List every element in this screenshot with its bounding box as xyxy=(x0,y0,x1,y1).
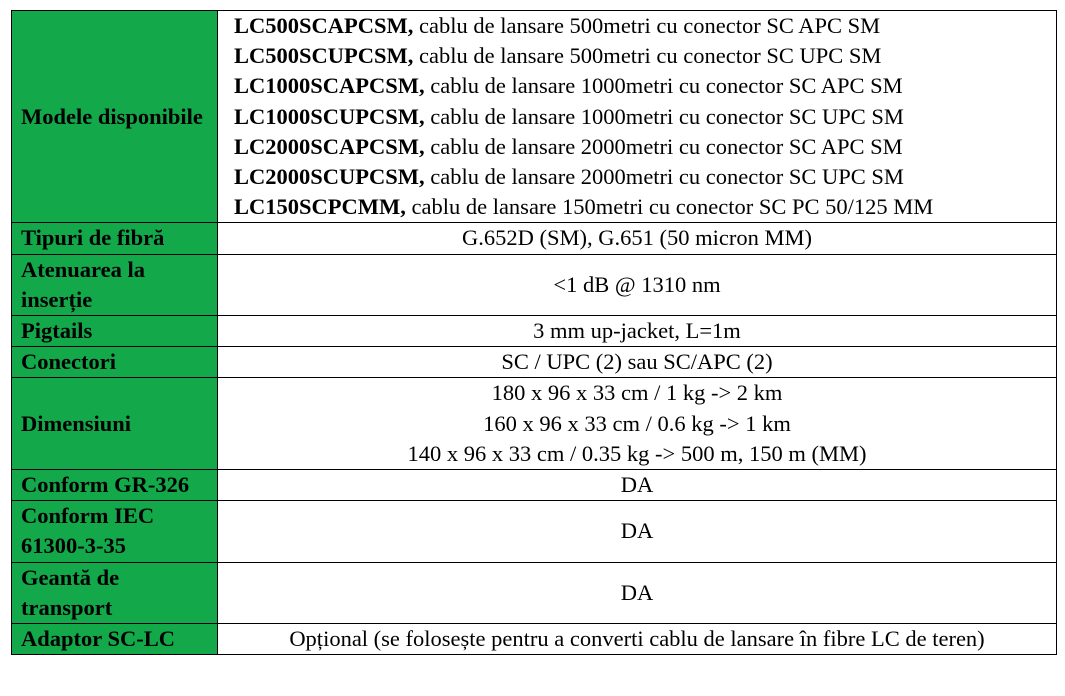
value-line: <1 dB @ 1310 nm xyxy=(553,271,721,297)
model-desc: cablu de lansare 1000metri cu conector SC APC SM xyxy=(424,73,903,99)
table-row xyxy=(12,316,1057,347)
value-line: DA xyxy=(620,518,654,544)
row-value xyxy=(218,347,1057,378)
value-line: 3 mm up-jacket, L=1m xyxy=(533,318,741,344)
row-label: Geantă de transport xyxy=(12,562,218,623)
model-line xyxy=(234,102,1050,132)
row-label: Atenuarea la inserție xyxy=(12,254,218,315)
model-line xyxy=(234,132,1050,162)
model-code: LC2000SCUPCSM, xyxy=(234,164,425,190)
row-value xyxy=(218,562,1057,623)
row-label: Conform GR-326 xyxy=(12,470,218,501)
model-code: LC2000SCAPCSM, xyxy=(234,133,425,159)
table-row xyxy=(12,624,1057,655)
model-desc: cablu de lansare 2000metri cu conector SC APC SM xyxy=(424,133,903,159)
model-desc: cablu de lansare 150metri cu conector SC PC 50/125 MM xyxy=(405,194,934,220)
row-value xyxy=(218,254,1057,315)
model-desc: cablu de lansare 500metri cu conector SC APC SM xyxy=(413,13,881,38)
model-code: LC1000SCAPCSM, xyxy=(234,73,425,99)
row-label: Modele disponibile xyxy=(12,11,218,223)
table-row xyxy=(12,223,1057,254)
row-label: Dimensiuni xyxy=(12,378,218,470)
table-row xyxy=(12,254,1057,315)
value-line: SC / UPC (2) sau SC/APC (2) xyxy=(501,349,773,375)
value-line: 160 x 96 x 33 cm / 0.6 kg -> 1 km xyxy=(483,410,791,436)
model-desc: cablu de lansare 500metri cu conector SC UPC SM xyxy=(413,43,882,69)
row-label: Pigtails xyxy=(12,316,218,347)
models-cell xyxy=(218,11,1057,223)
table-row xyxy=(12,11,1057,223)
table-row xyxy=(12,378,1057,470)
value-line: DA xyxy=(620,579,654,605)
value-line: DA xyxy=(620,472,654,498)
table-row xyxy=(12,501,1057,562)
table-row xyxy=(12,470,1057,501)
row-value xyxy=(218,501,1057,562)
row-value xyxy=(218,470,1057,501)
model-code: LC150SCPCMM, xyxy=(234,194,406,220)
row-label: Conectori xyxy=(12,347,218,378)
table-row xyxy=(12,562,1057,623)
value-line: 180 x 96 x 33 cm / 1 kg -> 2 km xyxy=(491,380,783,406)
value-line: G.652D (SM), G.651 (50 micron MM) xyxy=(462,225,812,251)
model-line xyxy=(234,71,1050,101)
model-desc: cablu de lansare 1000metri cu conector SC UPC SM xyxy=(424,103,904,129)
model-line xyxy=(234,11,1050,41)
model-code: LC1000SCUPCSM, xyxy=(234,103,425,129)
table-row xyxy=(12,347,1057,378)
row-value xyxy=(218,624,1057,655)
model-desc: cablu de lansare 2000metri cu conector SC UPC SM xyxy=(424,164,904,190)
row-label: Tipuri de fibră xyxy=(12,223,218,254)
row-label: Conform IEC 61300-3-35 xyxy=(12,501,218,562)
row-label: Adaptor SC-LC xyxy=(12,624,218,655)
row-value xyxy=(218,316,1057,347)
spec-table xyxy=(11,10,1057,655)
row-value xyxy=(218,223,1057,254)
model-code: LC500SCUPCSM, xyxy=(234,43,414,69)
model-code: LC500SCAPCSM, xyxy=(234,13,414,38)
value-line: Opțional (se folosește pentru a converti cablu de lansare în fibre LC de teren) xyxy=(289,626,985,652)
model-line xyxy=(234,41,1050,71)
model-line xyxy=(234,192,1050,222)
row-value xyxy=(218,378,1057,470)
value-line: 140 x 96 x 33 cm / 0.35 kg -> 500 m, 150 m (MM) xyxy=(407,440,867,466)
model-line xyxy=(234,162,1050,192)
